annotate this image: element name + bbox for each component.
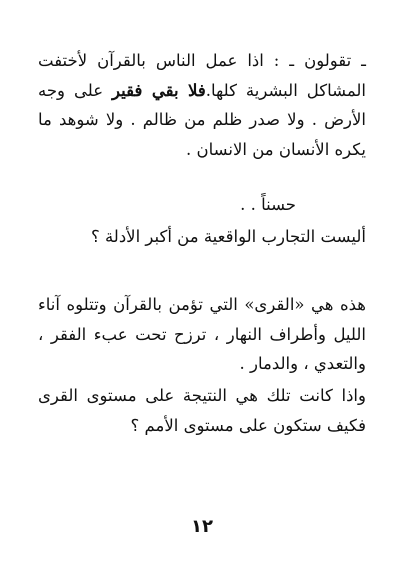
paragraph-quran-claim-text-c: على وجه الأرض . ولا صدر ظلم من ظالم . ولا شوهد ما يكره الأنسان من الانسان . xyxy=(38,80,366,159)
paragraph-experiences-question: أليست التجارب الواقعية من أكبر الأدلة ؟ xyxy=(90,227,366,246)
paragraph-villages: هذه هي «القرى» التي تؤمن بالقرآن وتتلوه آناء الليل وأطراف النهار ، ترزح تحت عبء الفقر ، والتعدي ، والدمار . xyxy=(38,295,366,373)
page-number: ١٢ xyxy=(191,516,213,537)
paragraph-okay: حسناً . . xyxy=(240,195,296,214)
paragraph-quran-claim xyxy=(38,46,366,164)
paragraph-quran-claim-text-a: ـ تقولون ـ : اذا عمل الناس بالقرآن لأختفت المشاكل البشرية كلها. xyxy=(38,51,366,100)
paragraph-quran-claim-text-bold: فلا بقي فقير xyxy=(112,80,206,100)
paragraph-nations-question: واذا كانت تلك هي النتيجة على مستوى القرى فكيف ستكون على مستوى الأمم ؟ xyxy=(38,386,366,435)
